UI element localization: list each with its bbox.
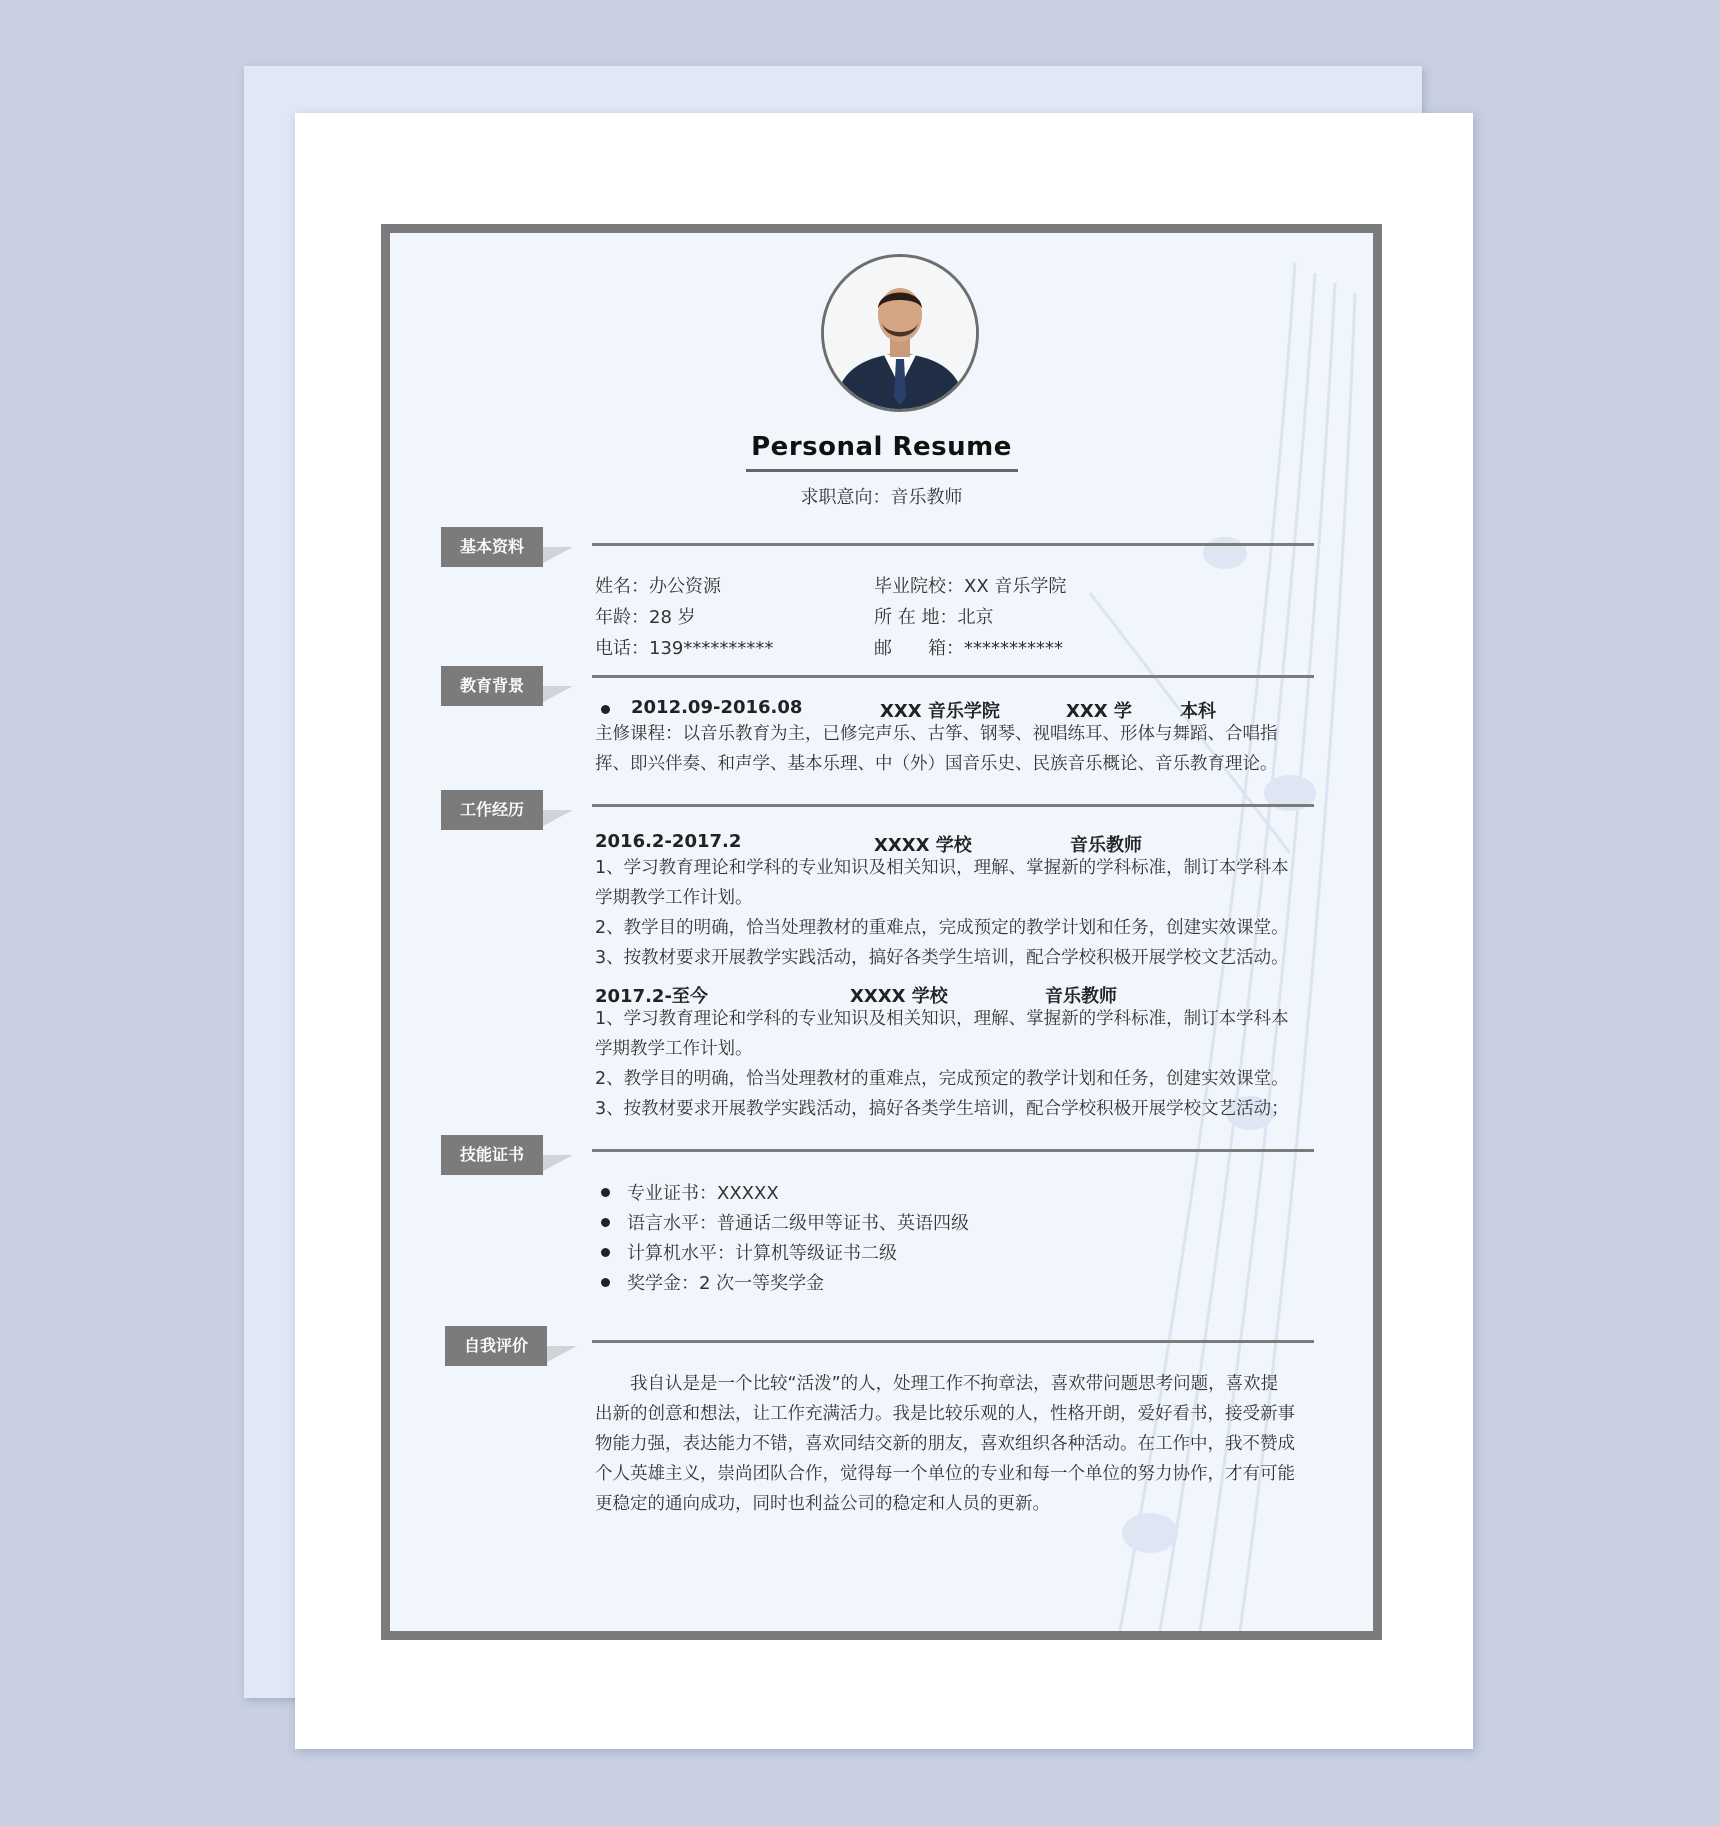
edu-degree: 本科: [1180, 701, 1216, 722]
edu-courses-line: 主修课程：以音乐教育为主，已修完声乐、古筝、钢琴、视唱练耳、形体与舞蹈、合唱指: [595, 724, 1278, 744]
section-rule: [592, 1340, 1314, 1343]
work-desc-line: 1、学习教育理论和学科的专业知识及相关知识，理解、掌握新的学科标准，制订本学科本: [595, 1009, 1289, 1029]
work-desc-line: 学期教学工作计划。: [595, 1039, 753, 1059]
work-company: XXXX 学校: [874, 835, 972, 856]
edu-school: XXX 音乐学院: [880, 701, 1000, 722]
section-tag-basic: 基本资料: [441, 527, 543, 567]
self-eval-line: 物能力强，表达能力不错，喜欢同结交新的朋友，喜欢组织各种活动。在工作中，我不赞成: [595, 1434, 1295, 1454]
edu-courses-line: 挥、即兴伴奏、和声学、基本乐理、中（外）国音乐史、民族音乐概论、音乐教育理论。: [595, 754, 1278, 774]
section-rule: [592, 1149, 1314, 1152]
resume-title: Personal Resume: [751, 432, 1012, 462]
self-eval-line: 出新的创意和想法，让工作充满活力。我是比较乐观的人，性格开朗，爱好看书，接受新事: [595, 1404, 1295, 1424]
work-company: XXXX 学校: [850, 986, 948, 1007]
self-eval-line: 个人英雄主义，崇尚团队合作，觉得每一个单位的专业和每一个单位的努力协作，才有可能: [595, 1464, 1295, 1484]
bullet-dot: [601, 1218, 610, 1227]
edu-major: XXX 学: [1066, 701, 1132, 722]
work-position: 音乐教师: [1070, 835, 1142, 856]
edu-period: 2012.09-2016.08: [631, 697, 803, 718]
profile-photo: [821, 254, 979, 412]
work-desc-line: 2、教学目的明确，恰当处理教材的重难点，完成预定的教学计划和任务，创建实效课堂。: [595, 918, 1289, 938]
work-desc-line: 学期教学工作计划。: [595, 888, 753, 908]
basic-phone: 电话：139**********: [595, 638, 774, 659]
bullet-dot: [601, 1188, 610, 1197]
work-desc-line: 1、学习教育理论和学科的专业知识及相关知识，理解、掌握新的学科标准，制订本学科本: [595, 858, 1289, 878]
basic-school: 毕业院校：XX 音乐学院: [874, 576, 1067, 597]
basic-email: 邮 箱：***********: [874, 638, 1063, 659]
bullet-dot: [601, 1278, 610, 1287]
title-underline: [746, 469, 1018, 472]
basic-age: 年龄：28 岁: [595, 607, 696, 628]
section-tag-skills: 技能证书: [441, 1135, 543, 1175]
work-period: 2016.2-2017.2: [595, 831, 742, 852]
skill-item: 专业证书：XXXXX: [627, 1183, 779, 1204]
section-rule: [592, 543, 1314, 546]
section-tag-self: 自我评价: [445, 1326, 547, 1366]
section-tag-education: 教育背景: [441, 666, 543, 706]
work-period: 2017.2-至今: [595, 986, 708, 1007]
basic-name: 姓名：办公资源: [595, 576, 721, 597]
self-eval-line: 我自认是是一个比较“活泼”的人，处理工作不拘章法，喜欢带问题思考问题，喜欢提: [630, 1374, 1279, 1394]
bullet-dot: [601, 1248, 610, 1257]
work-desc-line: 2、教学目的明确，恰当处理教材的重难点，完成预定的教学计划和任务，创建实效课堂。: [595, 1069, 1289, 1089]
self-eval-line: 更稳定的通向成功，同时也利益公司的稳定和人员的更新。: [595, 1494, 1050, 1514]
skill-item: 奖学金：2 次一等奖学金: [627, 1273, 825, 1294]
resume-frame: [381, 224, 1382, 1640]
work-desc-line: 3、按教材要求开展教学实践活动，搞好各类学生培训，配合学校积极开展学校文艺活动。: [595, 948, 1289, 968]
section-rule: [592, 675, 1314, 678]
work-desc-line: 3、按教材要求开展教学实践活动，搞好各类学生培训，配合学校积极开展学校文艺活动；: [595, 1099, 1289, 1119]
skill-item: 语言水平：普通话二级甲等证书、英语四级: [627, 1213, 969, 1234]
skill-item: 计算机水平：计算机等级证书二级: [627, 1243, 897, 1264]
work-position: 音乐教师: [1045, 986, 1117, 1007]
section-rule: [592, 804, 1314, 807]
job-objective: 求职意向：音乐教师: [800, 487, 963, 508]
bullet-dot: [601, 705, 610, 714]
basic-location: 所 在 地：北京: [874, 607, 994, 628]
section-tag-work: 工作经历: [441, 790, 543, 830]
